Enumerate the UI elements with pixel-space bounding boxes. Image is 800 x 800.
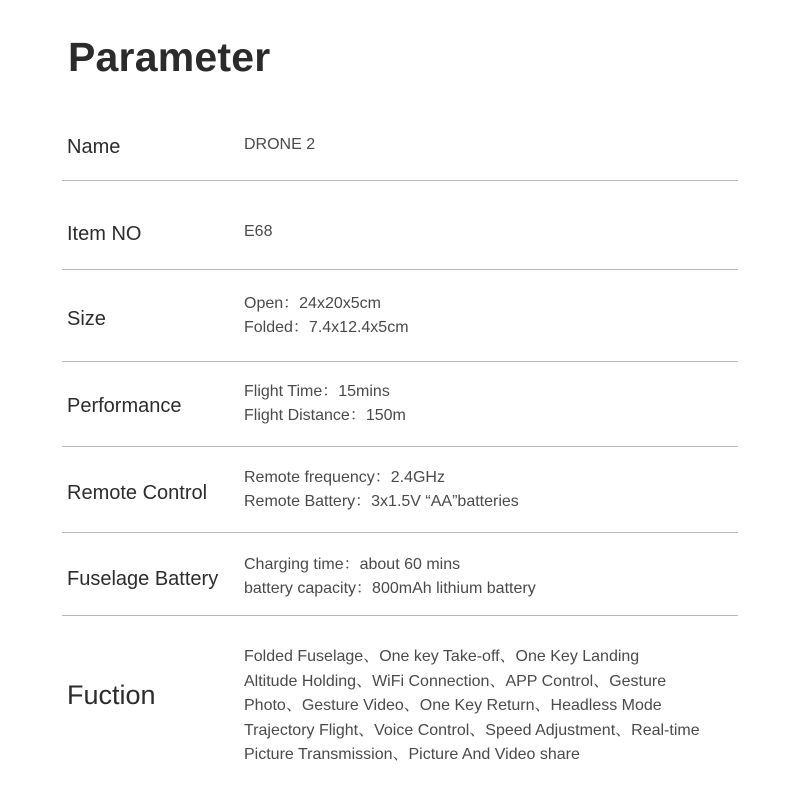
param-value: Remote Battery：3x1.5V “AA”batteries [244,493,519,510]
param-value: Photo、Gesture Video、One Key Return、Headless Mode [244,697,662,714]
divider [62,615,738,616]
divider [62,180,738,181]
param-values [244,220,272,244]
page-title: Parameter [68,34,271,80]
param-values [244,380,406,428]
param-label: Fuselage Battery [67,568,219,590]
divider [62,269,738,270]
param-label: Name [67,136,121,158]
divider [62,361,738,362]
param-value: Charging time：about 60 mins [244,556,461,573]
param-label: Remote Control [67,482,208,504]
param-label: Performance [67,395,182,417]
param-value: Folded Fuselage、One key Take-off、One Key Landing [244,648,640,665]
param-value: Open：24x20x5cm [244,295,381,312]
param-value: Altitude Holding、WiFi Connection、APP Control、Gesture [244,672,667,690]
param-value: Trajectory Flight、Voice Control、Speed Adjustment、Real-time [244,721,700,739]
param-value: DRONE 2 [244,136,316,153]
param-value: battery capacity：800mAh lithium battery [244,580,536,597]
divider [62,446,738,447]
param-values [244,292,409,340]
param-value: Flight Time：15mins [244,383,390,400]
param-values [244,466,519,514]
param-values [244,645,700,768]
param-value: Picture Transmission、Picture And Video share [244,746,580,763]
param-value: E68 [244,223,273,240]
param-value: Remote frequency：2.4GHz [244,469,445,486]
param-label: Item NO [67,223,142,245]
param-label: Size [67,308,106,330]
param-label: Fuction [67,680,156,710]
divider [62,532,738,533]
param-value: Folded：7.4x12.4x5cm [244,319,409,336]
param-value: Flight Distance：150m [244,407,406,424]
param-values [244,133,315,157]
param-values [244,553,536,601]
